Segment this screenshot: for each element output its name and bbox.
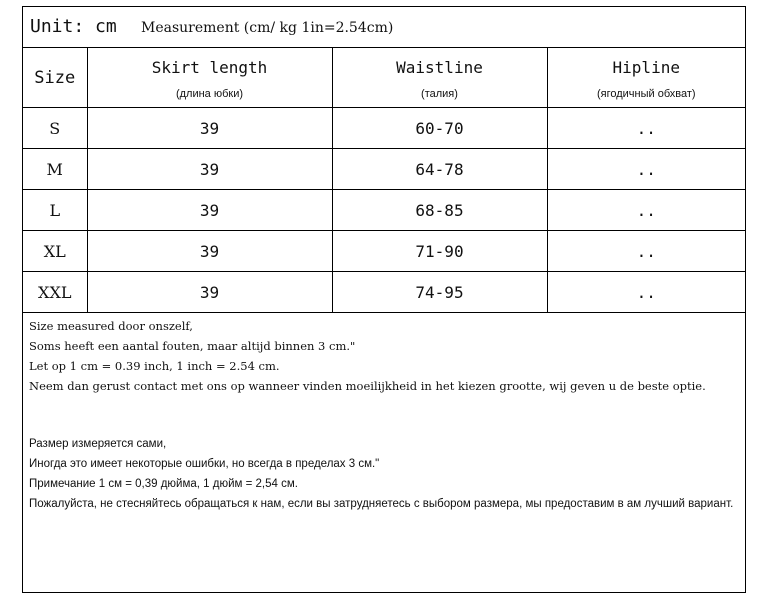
table-row [23, 149, 745, 190]
note-nl-4: Neem dan gerust contact met ons op wanneer vinden moeilijkheid in het kiezen grootte, wij geven u de beste optie. [29, 379, 706, 393]
hipline-cell: .. [547, 272, 745, 313]
waistline-cell: 71-90 [332, 231, 547, 272]
size-table [23, 48, 745, 313]
waistline-cell: 74-95 [332, 272, 547, 313]
table-row [23, 108, 745, 149]
size-cell: L [23, 190, 87, 231]
waistline-cell: 60-70 [332, 108, 547, 149]
size-cell: XXL [23, 272, 87, 313]
table-header-row [23, 48, 745, 108]
table-row [23, 272, 745, 313]
size-cell: XL [23, 231, 87, 272]
waistline-subtitle: (талия) [421, 87, 458, 100]
size-chart-frame [22, 6, 746, 593]
hipline-header [547, 48, 745, 108]
hipline-title: Hipline [612, 57, 680, 77]
size-cell: S [23, 108, 87, 149]
hipline-cell: .. [547, 190, 745, 231]
hipline-cell: .. [547, 149, 745, 190]
skirt-length-header [87, 48, 332, 108]
waistline-header [332, 48, 547, 108]
skirt-length-cell: 39 [87, 231, 332, 272]
notes-section [29, 316, 741, 514]
size-cell: M [23, 149, 87, 190]
note-nl-3: Let op 1 cm = 0.39 inch, 1 inch = 2.54 cm. [29, 359, 280, 373]
unit-label: Unit: cm [30, 16, 117, 37]
note-ru-3: Примечание 1 см = 0,39 дюйма, 1 дюйм = 2,54 см. [29, 478, 298, 490]
table-row [23, 190, 745, 231]
hipline-cell: .. [547, 231, 745, 272]
skirt-length-subtitle: (длина юбки) [175, 87, 244, 100]
note-ru-2: Иногда это имеет некоторые ошибки, но всегда в пределах 3 см." [29, 458, 380, 470]
waistline-title: Waistline [396, 57, 483, 77]
skirt-length-cell: 39 [87, 149, 332, 190]
waistline-cell: 64-78 [332, 149, 547, 190]
waistline-cell: 68-85 [332, 190, 547, 231]
note-ru-4: Пожалуйста, не стесняйтесь обращаться к нам, если вы затрудняетесь с выбором размера, мы предоставим в ам лучший вариант. [29, 498, 734, 510]
size-column-header: Size [23, 48, 87, 108]
hipline-cell: .. [547, 108, 745, 149]
measurement-note: Measurement (cm/ kg 1in=2.54cm) [141, 20, 394, 36]
note-ru-1: Размер измеряется сами, [29, 438, 167, 450]
note-nl-2: Soms heeft een aantal fouten, maar altijd binnen 3 cm." [29, 339, 356, 353]
unit-header [23, 7, 745, 48]
skirt-length-cell: 39 [87, 272, 332, 313]
note-nl-1: Size measured door onszelf, [29, 319, 193, 333]
skirt-length-cell: 39 [87, 190, 332, 231]
table-row [23, 231, 745, 272]
skirt-length-title: Skirt length [151, 57, 268, 77]
hipline-subtitle: (ягодичный обхват) [596, 87, 696, 100]
skirt-length-cell: 39 [87, 108, 332, 149]
